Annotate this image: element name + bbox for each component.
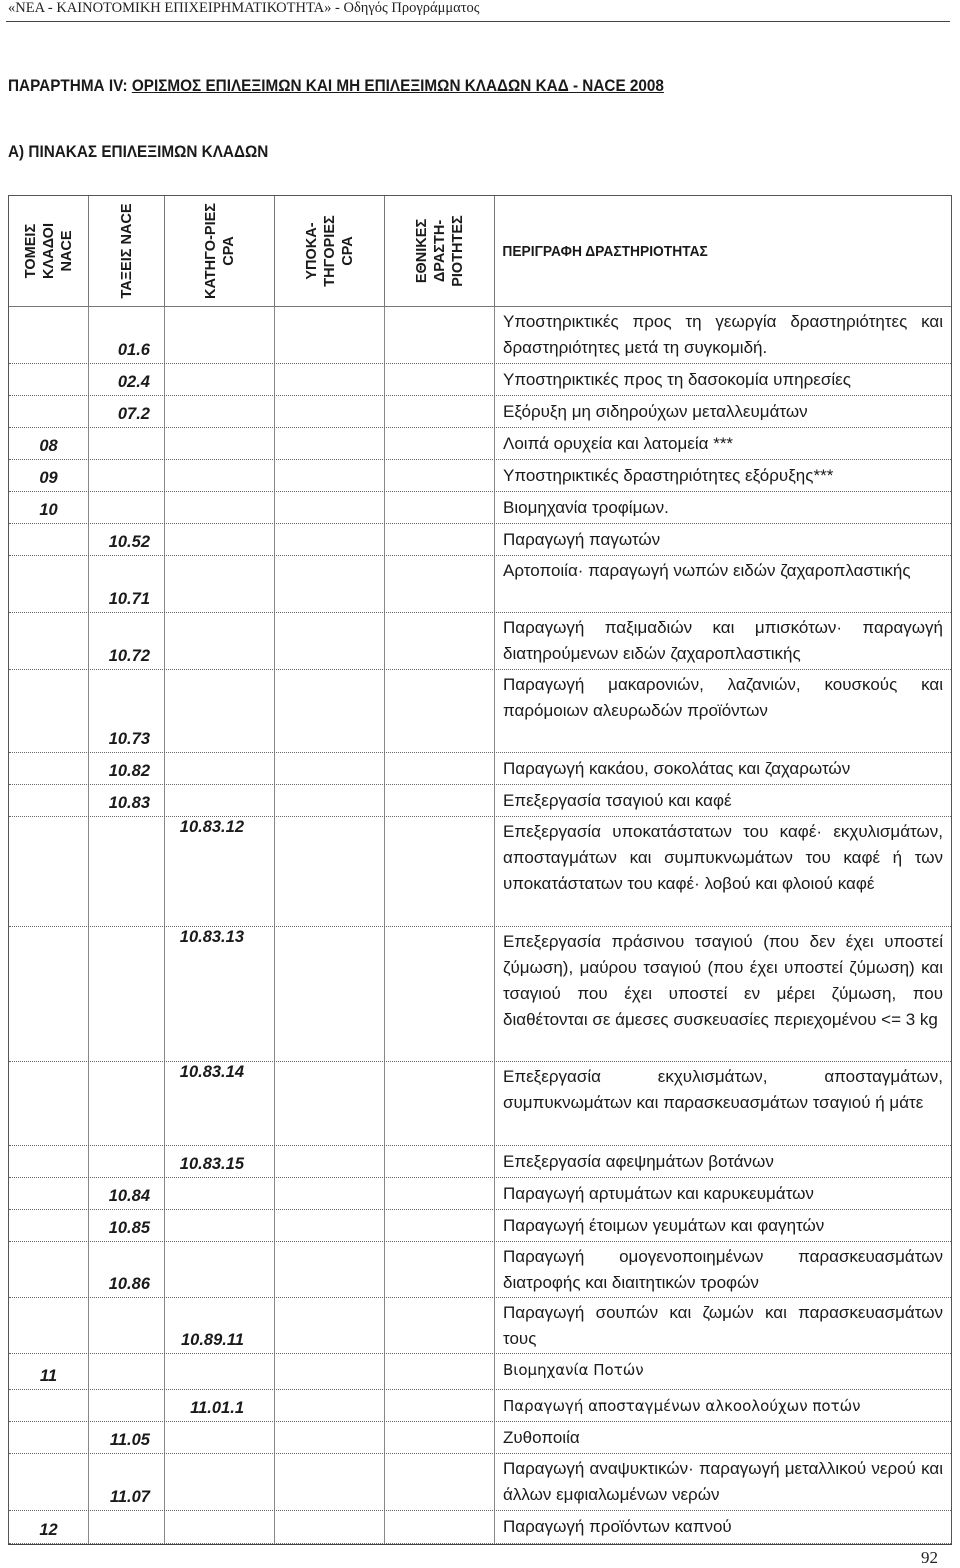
- subcategory-code: [275, 492, 385, 523]
- subcategory-code: [275, 1298, 385, 1353]
- subcategory-code: [275, 1511, 385, 1543]
- sector-code: [9, 307, 89, 363]
- sector-code: 11: [9, 1354, 89, 1389]
- subcategory-code: [275, 556, 385, 612]
- national-code: [385, 927, 495, 1061]
- subcategory-code: [275, 753, 385, 784]
- category-code: [165, 1210, 275, 1241]
- sector-code: 10: [9, 492, 89, 523]
- table-row: [9, 1062, 951, 1146]
- subcategory-code: [275, 1178, 385, 1209]
- subcategory-code: [275, 817, 385, 926]
- sector-code: [9, 1298, 89, 1353]
- national-code: [385, 428, 495, 459]
- sector-code: [9, 927, 89, 1061]
- table-header-row: [9, 196, 951, 307]
- subcategory-code: [275, 613, 385, 669]
- national-code: [385, 1454, 495, 1510]
- header-description: ΠΕΡΙΓΡΑΦΗ ΔΡΑΣΤΗΡΙΟΤΗΤΑΣ: [502, 242, 708, 260]
- category-code: [165, 753, 275, 784]
- sector-code: 08: [9, 428, 89, 459]
- activity-description: Ζυθοποιία: [503, 1428, 580, 1447]
- sector-code: [9, 613, 89, 669]
- category-code: [165, 1178, 275, 1209]
- national-code: [385, 1354, 495, 1389]
- class-code: 10.86: [89, 1242, 165, 1297]
- header-national: ΕΘΝΙΚΕΣ ΔΡΑΣΤΗ- ΡΙΟΤΗΤΕΣ: [385, 196, 495, 306]
- national-code: [385, 1178, 495, 1209]
- activity-description: Εξόρυξη μη σιδηρούχων μεταλλευμάτων: [503, 402, 808, 421]
- class-code: [89, 1511, 165, 1543]
- category-code: [165, 1354, 275, 1389]
- subcategory-code: [275, 364, 385, 395]
- category-code: [165, 1242, 275, 1297]
- class-code: 10.84: [89, 1178, 165, 1209]
- table-row: [9, 1422, 951, 1454]
- class-code: 10.73: [89, 670, 165, 752]
- national-code: [385, 1422, 495, 1453]
- category-code: [165, 524, 275, 555]
- subcategory-code: [275, 785, 385, 816]
- activity-description: Επεξεργασία τσαγιού και καφέ: [503, 791, 732, 810]
- category-code: 10.89.11: [165, 1298, 275, 1353]
- national-code: [385, 1062, 495, 1145]
- subcategory-code: [275, 927, 385, 1061]
- activity-description: Υποστηρικτικές προς τη δασοκομία υπηρεσίες: [503, 370, 851, 389]
- class-code: 10.85: [89, 1210, 165, 1241]
- category-code: [165, 556, 275, 612]
- sector-code: [9, 1454, 89, 1510]
- annex-label: ΠΑΡΑΡΤΗΜΑ IV:: [8, 76, 128, 95]
- sector-code: [9, 1178, 89, 1209]
- class-code: [89, 492, 165, 523]
- class-code: [89, 428, 165, 459]
- table-row: [9, 307, 951, 364]
- sector-code: [9, 396, 89, 427]
- national-code: [385, 1146, 495, 1177]
- class-code: [89, 1354, 165, 1389]
- class-code: [89, 1298, 165, 1353]
- class-code: 10.83: [89, 785, 165, 816]
- class-code: 10.82: [89, 753, 165, 784]
- table-row: [9, 1511, 951, 1544]
- national-code: [385, 307, 495, 363]
- activity-description: Βιομηχανία Ποτών: [503, 1361, 644, 1379]
- class-code: 10.71: [89, 556, 165, 612]
- subcategory-code: [275, 1146, 385, 1177]
- activity-description: Αρτοποιία· παραγωγή νωπών ειδών ζαχαροπλαστικής: [503, 561, 911, 580]
- activity-description: Παραγωγή μακαρονιών, λαζανιών, κουσκούς και παρόμοιων αλευρωδών προϊόντων: [503, 675, 943, 720]
- national-code: [385, 1511, 495, 1543]
- class-code: [89, 1062, 165, 1145]
- table-row: [9, 817, 951, 927]
- class-code: 01.6: [89, 307, 165, 363]
- table-row: [9, 524, 951, 556]
- national-code: [385, 1298, 495, 1353]
- annex-title: [8, 76, 664, 96]
- class-code: [89, 1146, 165, 1177]
- table-row: [9, 556, 951, 613]
- table-row: [9, 1178, 951, 1210]
- national-code: [385, 1242, 495, 1297]
- sector-code: [9, 785, 89, 816]
- running-header: «ΝΕΑ - ΚΑΙΝΟΤΟΜΙΚΗ ΕΠΙΧΕΙΡΗΜΑΤΙΚΟΤΗΤΑ» - Οδηγός Προγράμματος: [8, 0, 480, 16]
- national-code: [385, 492, 495, 523]
- class-code: 11.05: [89, 1422, 165, 1453]
- header-classes: ΤΑΞΕΙΣ NACE: [89, 196, 165, 306]
- national-code: [385, 524, 495, 555]
- activity-description: Παραγωγή παγωτών: [503, 530, 661, 549]
- subcategory-code: [275, 307, 385, 363]
- activity-description: Λοιπά ορυχεία και λατομεία ***: [503, 434, 734, 453]
- header-subcategories: ΥΠΟΚΑ- ΤΗΓΟΡΙΕΣ CPA: [275, 196, 385, 306]
- section-title: Α) ΠΙΝΑΚΑΣ ΕΠΙΛΕΞΙΜΩΝ ΚΛΑΔΩΝ: [8, 142, 269, 161]
- activity-description: Παραγωγή αποσταγμένων αλκοολούχων ποτών: [503, 1397, 861, 1415]
- activity-description: Επεξεργασία υποκατάστατων του καφέ· εκχυλισμάτων, αποσταγμάτων και συμπυκνωμάτων του καφέ ή των υποκατάστατων του καφέ· λοβού και φλοιού καφέ: [503, 822, 943, 893]
- class-code: [89, 460, 165, 491]
- category-code: 10.83.15: [165, 1146, 275, 1177]
- activity-description: Παραγωγή αναψυκτικών· παραγωγή μεταλλικού νερού και άλλων εμφιαλωμένων νερών: [503, 1459, 943, 1504]
- subcategory-code: [275, 396, 385, 427]
- subcategory-code: [275, 1354, 385, 1389]
- table-row: [9, 1242, 951, 1298]
- sector-code: [9, 556, 89, 612]
- activity-description: Παραγωγή έτοιμων γευμάτων και φαγητών: [503, 1216, 825, 1235]
- national-code: [385, 613, 495, 669]
- sector-code: [9, 1146, 89, 1177]
- category-code: [165, 460, 275, 491]
- table-row: [9, 396, 951, 428]
- table-row: [9, 460, 951, 492]
- subcategory-code: [275, 1422, 385, 1453]
- national-code: [385, 753, 495, 784]
- subcategory-code: [275, 670, 385, 752]
- sector-code: [9, 524, 89, 555]
- activity-description: Βιομηχανία τροφίμων.: [503, 498, 669, 517]
- national-code: [385, 817, 495, 926]
- subcategory-code: [275, 1210, 385, 1241]
- table-row: [9, 364, 951, 396]
- subcategory-code: [275, 1242, 385, 1297]
- activity-description: Παραγωγή ομογενοποιημένων παρασκευασμάτων διατροφής και διαιτητικών τροφών: [503, 1247, 943, 1292]
- sector-code: [9, 817, 89, 926]
- sector-code: [9, 364, 89, 395]
- subcategory-code: [275, 524, 385, 555]
- category-code: 10.83.13: [165, 927, 275, 1061]
- national-code: [385, 1210, 495, 1241]
- table-row: [9, 753, 951, 785]
- header-sectors: ΤΟΜΕΙΣ ΚΛΑΔΟΙ NACE: [9, 196, 89, 306]
- sector-code: 09: [9, 460, 89, 491]
- subcategory-code: [275, 1062, 385, 1145]
- category-code: [165, 1422, 275, 1453]
- category-code: [165, 670, 275, 752]
- eligible-sectors-table: [8, 195, 952, 1545]
- header-categories: ΚΑΤΗΓΟ-ΡΙΕΣ CPA: [165, 196, 275, 306]
- national-code: [385, 670, 495, 752]
- table-row: [9, 492, 951, 524]
- category-code: [165, 1454, 275, 1510]
- activity-description: Παραγωγή παξιμαδιών και μπισκότων· παραγωγή διατηρούμενων ειδών ζαχαροπλαστικής: [503, 618, 943, 663]
- national-code: [385, 1390, 495, 1421]
- national-code: [385, 785, 495, 816]
- page-number: 92: [921, 1548, 938, 1567]
- category-code: [165, 1511, 275, 1543]
- national-code: [385, 396, 495, 427]
- class-code: 11.07: [89, 1454, 165, 1510]
- category-code: [165, 307, 275, 363]
- class-code: [89, 1390, 165, 1421]
- table-row: [9, 1354, 951, 1390]
- class-code: 07.2: [89, 396, 165, 427]
- subcategory-code: [275, 1390, 385, 1421]
- activity-description: Υποστηρικτικές δραστηριότητες εξόρυξης***: [503, 466, 834, 485]
- class-code: 10.52: [89, 524, 165, 555]
- activity-description: Παραγωγή κακάου, σοκολάτας και ζαχαρωτών: [503, 759, 851, 778]
- sector-code: [9, 753, 89, 784]
- activity-description: Παραγωγή σουπών και ζωμών και παρασκευασμάτων τους: [503, 1303, 943, 1348]
- category-code: [165, 364, 275, 395]
- subcategory-code: [275, 428, 385, 459]
- sector-code: [9, 1062, 89, 1145]
- activity-description: Υποστηρικτικές προς τη γεωργία δραστηριότητες και δραστηριότητες μετά τη συγκομιδή.: [503, 312, 943, 357]
- sector-code: [9, 1422, 89, 1453]
- table-row: [9, 428, 951, 460]
- sector-code: [9, 670, 89, 752]
- activity-description: Παραγωγή προϊόντων καπνού: [503, 1517, 732, 1536]
- table-row: [9, 613, 951, 670]
- activity-description: Επεξεργασία αφεψημάτων βοτάνων: [503, 1152, 774, 1171]
- class-code: [89, 817, 165, 926]
- category-code: [165, 428, 275, 459]
- class-code: 10.72: [89, 613, 165, 669]
- national-code: [385, 364, 495, 395]
- class-code: 02.4: [89, 364, 165, 395]
- table-row: [9, 1390, 951, 1422]
- category-code: 10.83.12: [165, 817, 275, 926]
- header-divider: [6, 21, 950, 22]
- category-code: 10.83.14: [165, 1062, 275, 1145]
- table-row: [9, 1210, 951, 1242]
- subcategory-code: [275, 1454, 385, 1510]
- sector-code: [9, 1390, 89, 1421]
- activity-description: Παραγωγή αρτυμάτων και καρυκευμάτων: [503, 1184, 814, 1203]
- activity-description: Επεξεργασία εκχυλισμάτων, αποσταγμάτων, συμπυκνωμάτων και παρασκευασμάτων τσαγιού ή μάτε: [503, 1067, 943, 1112]
- annex-subtitle: ΟΡΙΣΜΟΣ ΕΠΙΛΕΞΙΜΩΝ ΚΑΙ ΜΗ ΕΠΙΛΕΞΙΜΩΝ ΚΛΑΔΩΝ ΚΑΔ - NACE 2008: [131, 76, 664, 95]
- table-row: [9, 1146, 951, 1178]
- table-row: [9, 670, 951, 753]
- table-row: [9, 927, 951, 1062]
- sector-code: [9, 1242, 89, 1297]
- table-body: [9, 307, 951, 1544]
- table-row: [9, 1298, 951, 1354]
- table-row: [9, 1454, 951, 1511]
- activity-description: Επεξεργασία πράσινου τσαγιού (που δεν έχει υποστεί ζύμωση), μαύρου τσαγιού (που έχει υποστεί ζύμωση) και τσαγιού που έχει υποστεί εν μέρει ζύμωση, που διαθέτονται σε άμεσες συσκευασίες περιεχομένου <= 3 kg: [503, 932, 943, 1029]
- category-code: [165, 785, 275, 816]
- sector-code: [9, 1210, 89, 1241]
- category-code: [165, 492, 275, 523]
- category-code: [165, 613, 275, 669]
- subcategory-code: [275, 460, 385, 491]
- national-code: [385, 460, 495, 491]
- category-code: 11.01.1: [165, 1390, 275, 1421]
- sector-code: 12: [9, 1511, 89, 1543]
- table-row: [9, 785, 951, 817]
- class-code: [89, 927, 165, 1061]
- category-code: [165, 396, 275, 427]
- national-code: [385, 556, 495, 612]
